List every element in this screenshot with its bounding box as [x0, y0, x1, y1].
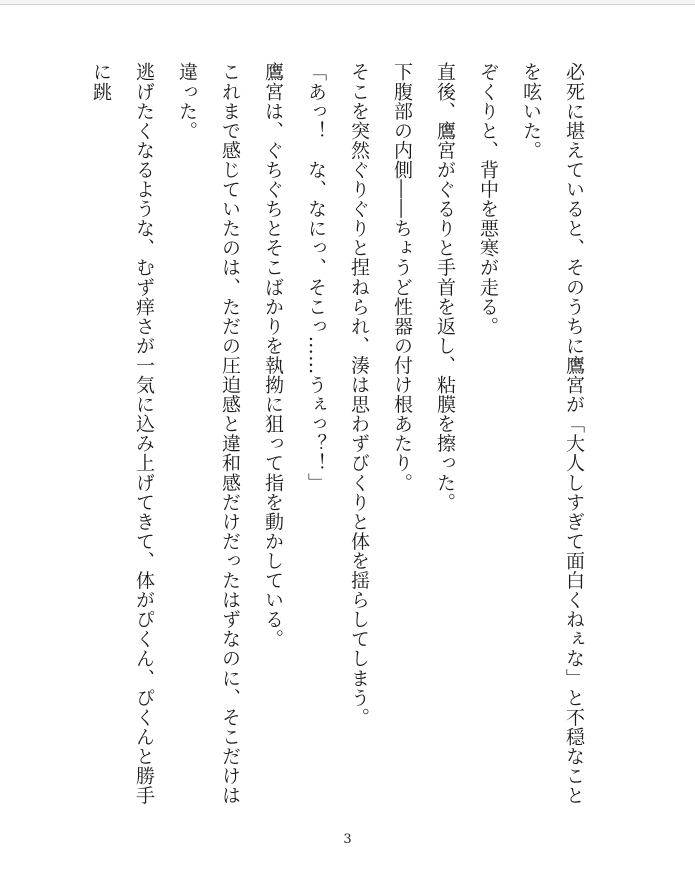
paragraph: 「あっ！ な、なにっ、そこっ……うぇっ？！」	[305, 62, 327, 493]
paragraph: 逃げたくなるような、むず痒さが一気に込み上げてきて、体がぴくん、ぴくんと勝手に跳	[90, 62, 155, 805]
paragraph: ぞくりと、背中を悪寒が走る。	[477, 62, 499, 336]
paragraph: 直後、鷹宮がぐるりと手首を返し、粘膜を擦った。	[434, 62, 456, 512]
paragraph: 下腹部の内側――ちょうど性器の付け根あたり。	[391, 62, 413, 493]
page-number: 3	[343, 832, 352, 847]
top-border	[0, 0, 695, 5]
paragraph: 必死に堪えていると、そのうちに鷹宮が「大人しすぎて面白くねぇな」と不穏なことを呟いた。	[520, 62, 585, 805]
paragraph: そこを突然ぐりぐりと捏ねられ、湊は思わずびくりと体を揺らしてしまう。	[348, 62, 370, 727]
vertical-text-body	[90, 62, 595, 822]
paragraph: これまで感じていたのは、ただの圧迫感と違和感だけだったはずなのに、そこだけは違った。	[176, 62, 241, 805]
paragraph: 鷹宮は、ぐちぐちとそこばかりを執拗に狙って指を動かしている。	[262, 62, 284, 649]
